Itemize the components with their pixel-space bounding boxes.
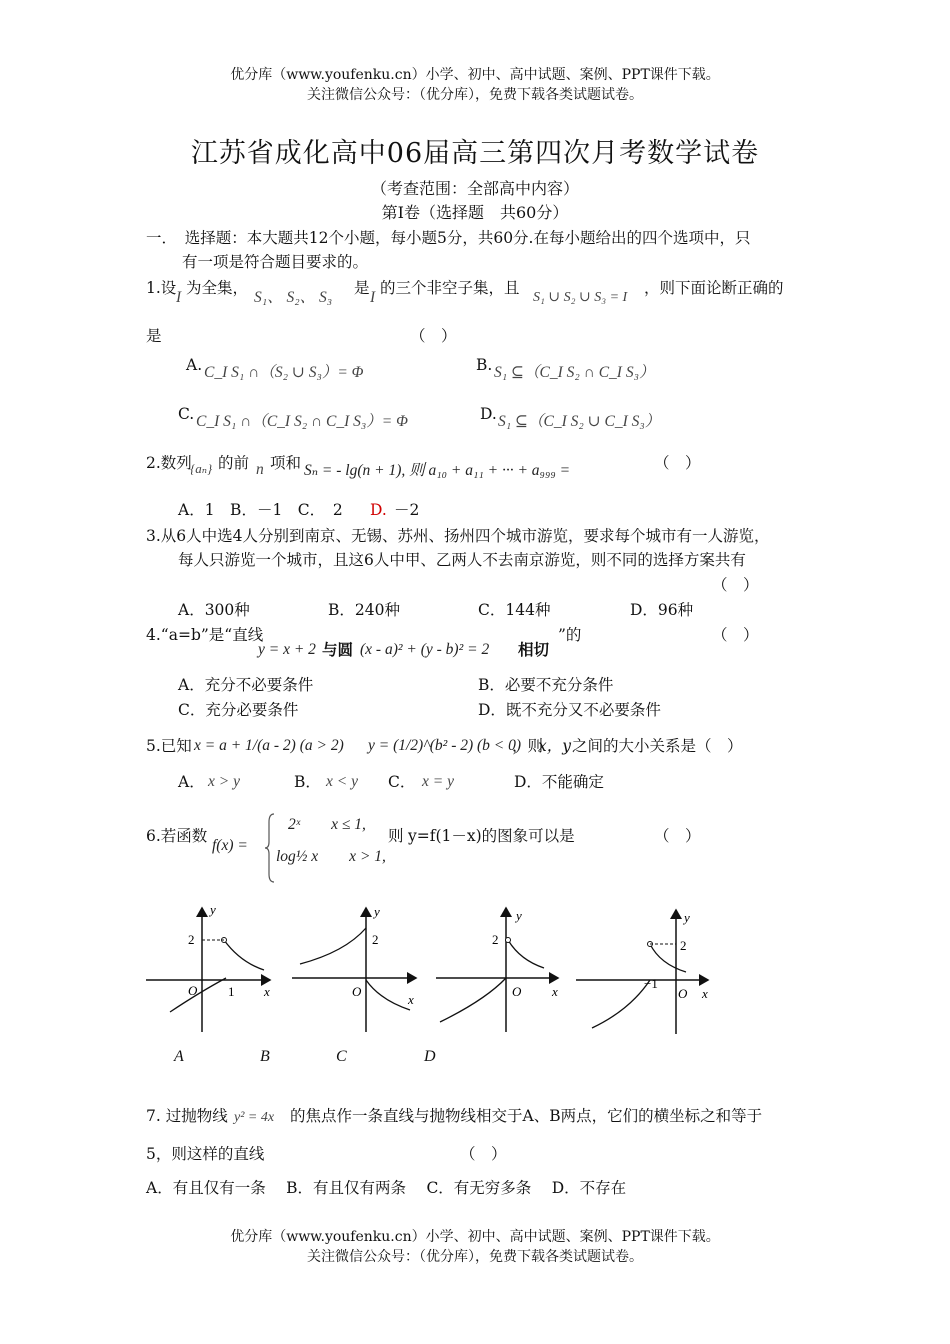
graph-label-a: A	[174, 1048, 184, 1065]
q6-text-b: 则	[388, 827, 404, 845]
q1-option-c-math: C_I S₁ ∩（C_I S₂ ∩ C_I S₃）= Φ	[196, 413, 408, 430]
q1-option-a-math: C_I S₁ ∩（S₂ ∪ S₃）= Φ	[204, 364, 364, 381]
q7-options: A．有且仅有一条 B．有且仅有两条 C．有无穷多条 D．不存在	[146, 1179, 627, 1197]
q2-text-a: 2.数列	[146, 454, 192, 472]
q5-math-x: x = a + 1/(a - 2) (a > 2)	[194, 737, 344, 754]
graph-d	[576, 910, 708, 1034]
q2-answer-bracket: （ ）	[654, 454, 701, 472]
q6-text-a: 6.若函数	[146, 827, 208, 845]
q5-option-b-math: x < y	[326, 773, 358, 790]
q4-answer-bracket: （ ）	[712, 626, 759, 644]
q5-option-d: D．不能确定	[514, 773, 604, 791]
graph-label-b: B	[260, 1048, 270, 1065]
q3-line-1: 3.从6人中选4人分别到南京、无锡、苏州、扬州四个城市游览，要求每个城市有一人游览，	[146, 527, 770, 545]
q1-option-b-label: B.	[476, 356, 493, 374]
graph-a-tick-2: 2	[188, 932, 195, 947]
q4-text-qie: 相切	[518, 641, 550, 659]
q4-math-circle: (x - a)² + (y - b)² = 2	[360, 641, 490, 658]
q3-option-d: D．96种	[630, 601, 694, 619]
section-intro-line-1: 一． 选择题：本大题共12个小题，每小题5分，共60分.在每小题给出的四个选项中，只	[146, 229, 751, 247]
q7-answer-bracket: （ ）	[460, 1145, 507, 1163]
q7-text-a: 7. 过抛物线	[146, 1107, 228, 1125]
q1-option-b-math: S₁ ⊆（C_I S₂ ∩ C_I S₃）	[494, 364, 655, 381]
q6-case-1: 2ˣ x ≤ 1,	[288, 816, 366, 833]
q5-text-c: 之间的大小关系是（ ）	[572, 737, 743, 755]
q3-answer-bracket: （ ）	[712, 576, 759, 594]
q6-answer-bracket: （ ）	[654, 827, 701, 845]
graph-a-origin: O	[188, 983, 198, 998]
graph-c-origin: O	[512, 984, 522, 999]
exam-scope: （考查范围：全部高中内容）	[370, 179, 579, 198]
q7-math-parabola: y² = 4x	[234, 1110, 275, 1125]
q1-text-b: 为全集，	[186, 279, 249, 297]
q7-text-b: 的焦点作一条直线与抛物线相交于A、B两点，它们的横坐标之和等于	[290, 1107, 763, 1125]
q6-case-2: log½ x x > 1,	[276, 848, 386, 865]
graph-b-x-label: x	[408, 992, 414, 1007]
q2-option-d-value: －2	[394, 501, 420, 519]
q5-option-a-math: x > y	[208, 773, 240, 790]
q3-line-2: 每人只游览一个城市，且这6人中甲、乙两人不去南京游览，则不同的选择方案共有	[178, 551, 746, 569]
q2-option-d-label: D.	[370, 501, 387, 519]
q4-text-a: 4.“a=b”是“直线	[146, 626, 264, 644]
graph-d-x-label: x	[702, 986, 708, 1001]
q5-math-y: y = (1/2)^(b² - 2) (b < 0)	[368, 737, 522, 754]
graph-d-y-label: y	[684, 910, 690, 925]
graph-c-y-label: y	[516, 908, 522, 923]
graph-label-d: D	[424, 1048, 436, 1065]
q5-option-b-label: B．	[294, 773, 321, 791]
graph-b-origin: O	[352, 984, 362, 999]
q2-options: A．1 B．－1 C． 2	[178, 501, 343, 519]
q1-text-c: 是	[354, 279, 370, 297]
q4-text-yu: 与圆	[322, 641, 354, 659]
footer-line-1: 优分库（www.youfenku.cn）小学、初中、高中试题、案例、PPT课件下载。	[230, 1229, 720, 1245]
q3-option-a: A．300种	[178, 601, 250, 619]
graph-c-tick-2: 2	[492, 932, 499, 947]
q5-option-a-label: A．	[178, 773, 205, 791]
q2-text-c: 项和	[270, 454, 302, 472]
header-line-2: 关注微信公众号：（优分库），免费下载各类试题试卷。	[307, 87, 643, 103]
q5-option-c-label: C．	[388, 773, 416, 791]
q1-text-f: 是	[146, 327, 162, 345]
graph-d-origin: O	[678, 986, 688, 1001]
q1-text-a: 1.设	[146, 279, 177, 297]
q1-text-d: 的三个非空子集，且	[380, 279, 520, 297]
q2-math-formula: Sₙ = - lg(n + 1), 则 a₁₀ + a₁₁ + ··· + a₉₉₉ =	[304, 462, 571, 479]
section-intro-line-2: 有一项是符合题目要求的。	[182, 253, 369, 271]
q1-answer-bracket: （ ）	[410, 327, 457, 345]
q1-option-d-label: D.	[480, 405, 497, 423]
q4-option-a: A．充分不必要条件	[178, 676, 314, 694]
q6-math-fx: f(x) =	[212, 837, 248, 854]
q5-text-xy: x，y	[538, 737, 571, 755]
q6-graphs	[140, 900, 730, 1040]
graph-b	[292, 904, 416, 1032]
graph-c	[436, 908, 558, 1032]
q4-math-line: y = x + 2	[258, 641, 316, 658]
graph-d-tick-2: 2	[680, 938, 687, 953]
q2-math-n: n	[256, 461, 264, 478]
q1-option-c-label: C.	[178, 405, 195, 423]
q7-line-2: 5，则这样的直线	[146, 1145, 265, 1163]
q1-option-d-math: S₁ ⊆（C_I S₂ ∪ C_I S₃）	[498, 413, 661, 430]
graph-d-tick-neg1: −1	[644, 976, 658, 991]
volume-heading: 第Ⅰ卷（选择题 共60分）	[381, 203, 569, 222]
q4-option-b: B．必要不充分条件	[478, 676, 614, 694]
graph-a-y-label: y	[210, 902, 216, 917]
q4-option-d: D．既不充分又不必要条件	[478, 701, 661, 719]
q1-math-subsets: S₁、 S₂、 S₃	[254, 289, 333, 306]
q2-text-b: 的前	[218, 454, 250, 472]
q2-math-sequence: {aₙ}	[190, 461, 213, 476]
q6-text-c: y=f(1－x)的图象可以是	[408, 827, 575, 845]
q3-option-b: B．240种	[328, 601, 400, 619]
q1-math-union: S₁ ∪ S₂ ∪ S₃ = I	[533, 290, 628, 305]
header-line-1: 优分库（www.youfenku.cn）小学、初中、高中试题、案例、PPT课件下载。	[230, 67, 720, 83]
graph-label-c: C	[336, 1048, 347, 1065]
q5-text-b: ，则	[512, 737, 544, 755]
graph-b-tick-2: 2	[372, 932, 379, 947]
graph-b-y-label: y	[374, 904, 380, 919]
footer-line-2: 关注微信公众号：（优分库），免费下载各类试题试卷。	[307, 1249, 643, 1265]
q5-option-c-math: x = y	[422, 773, 454, 790]
graph-a-tick-1: 1	[228, 984, 235, 999]
q4-option-c: C．充分必要条件	[178, 701, 299, 719]
q4-text-b: ”的	[558, 626, 582, 644]
q1-math-I2: I	[370, 289, 376, 306]
graph-a	[146, 902, 270, 1032]
q5-text-a: 5.已知	[146, 737, 192, 755]
q1-option-a-label: A.	[186, 356, 203, 374]
q6-piecewise-brace	[264, 812, 276, 884]
q1-text-e: ，则下面论断正确的	[644, 279, 784, 297]
graph-a-x-label: x	[264, 984, 270, 999]
q1-math-I: I	[176, 289, 182, 306]
exam-title: 江苏省成化高中06届高三第四次月考数学试卷	[190, 138, 760, 169]
graph-c-x-label: x	[552, 984, 558, 999]
q3-option-c: C．144种	[478, 601, 551, 619]
